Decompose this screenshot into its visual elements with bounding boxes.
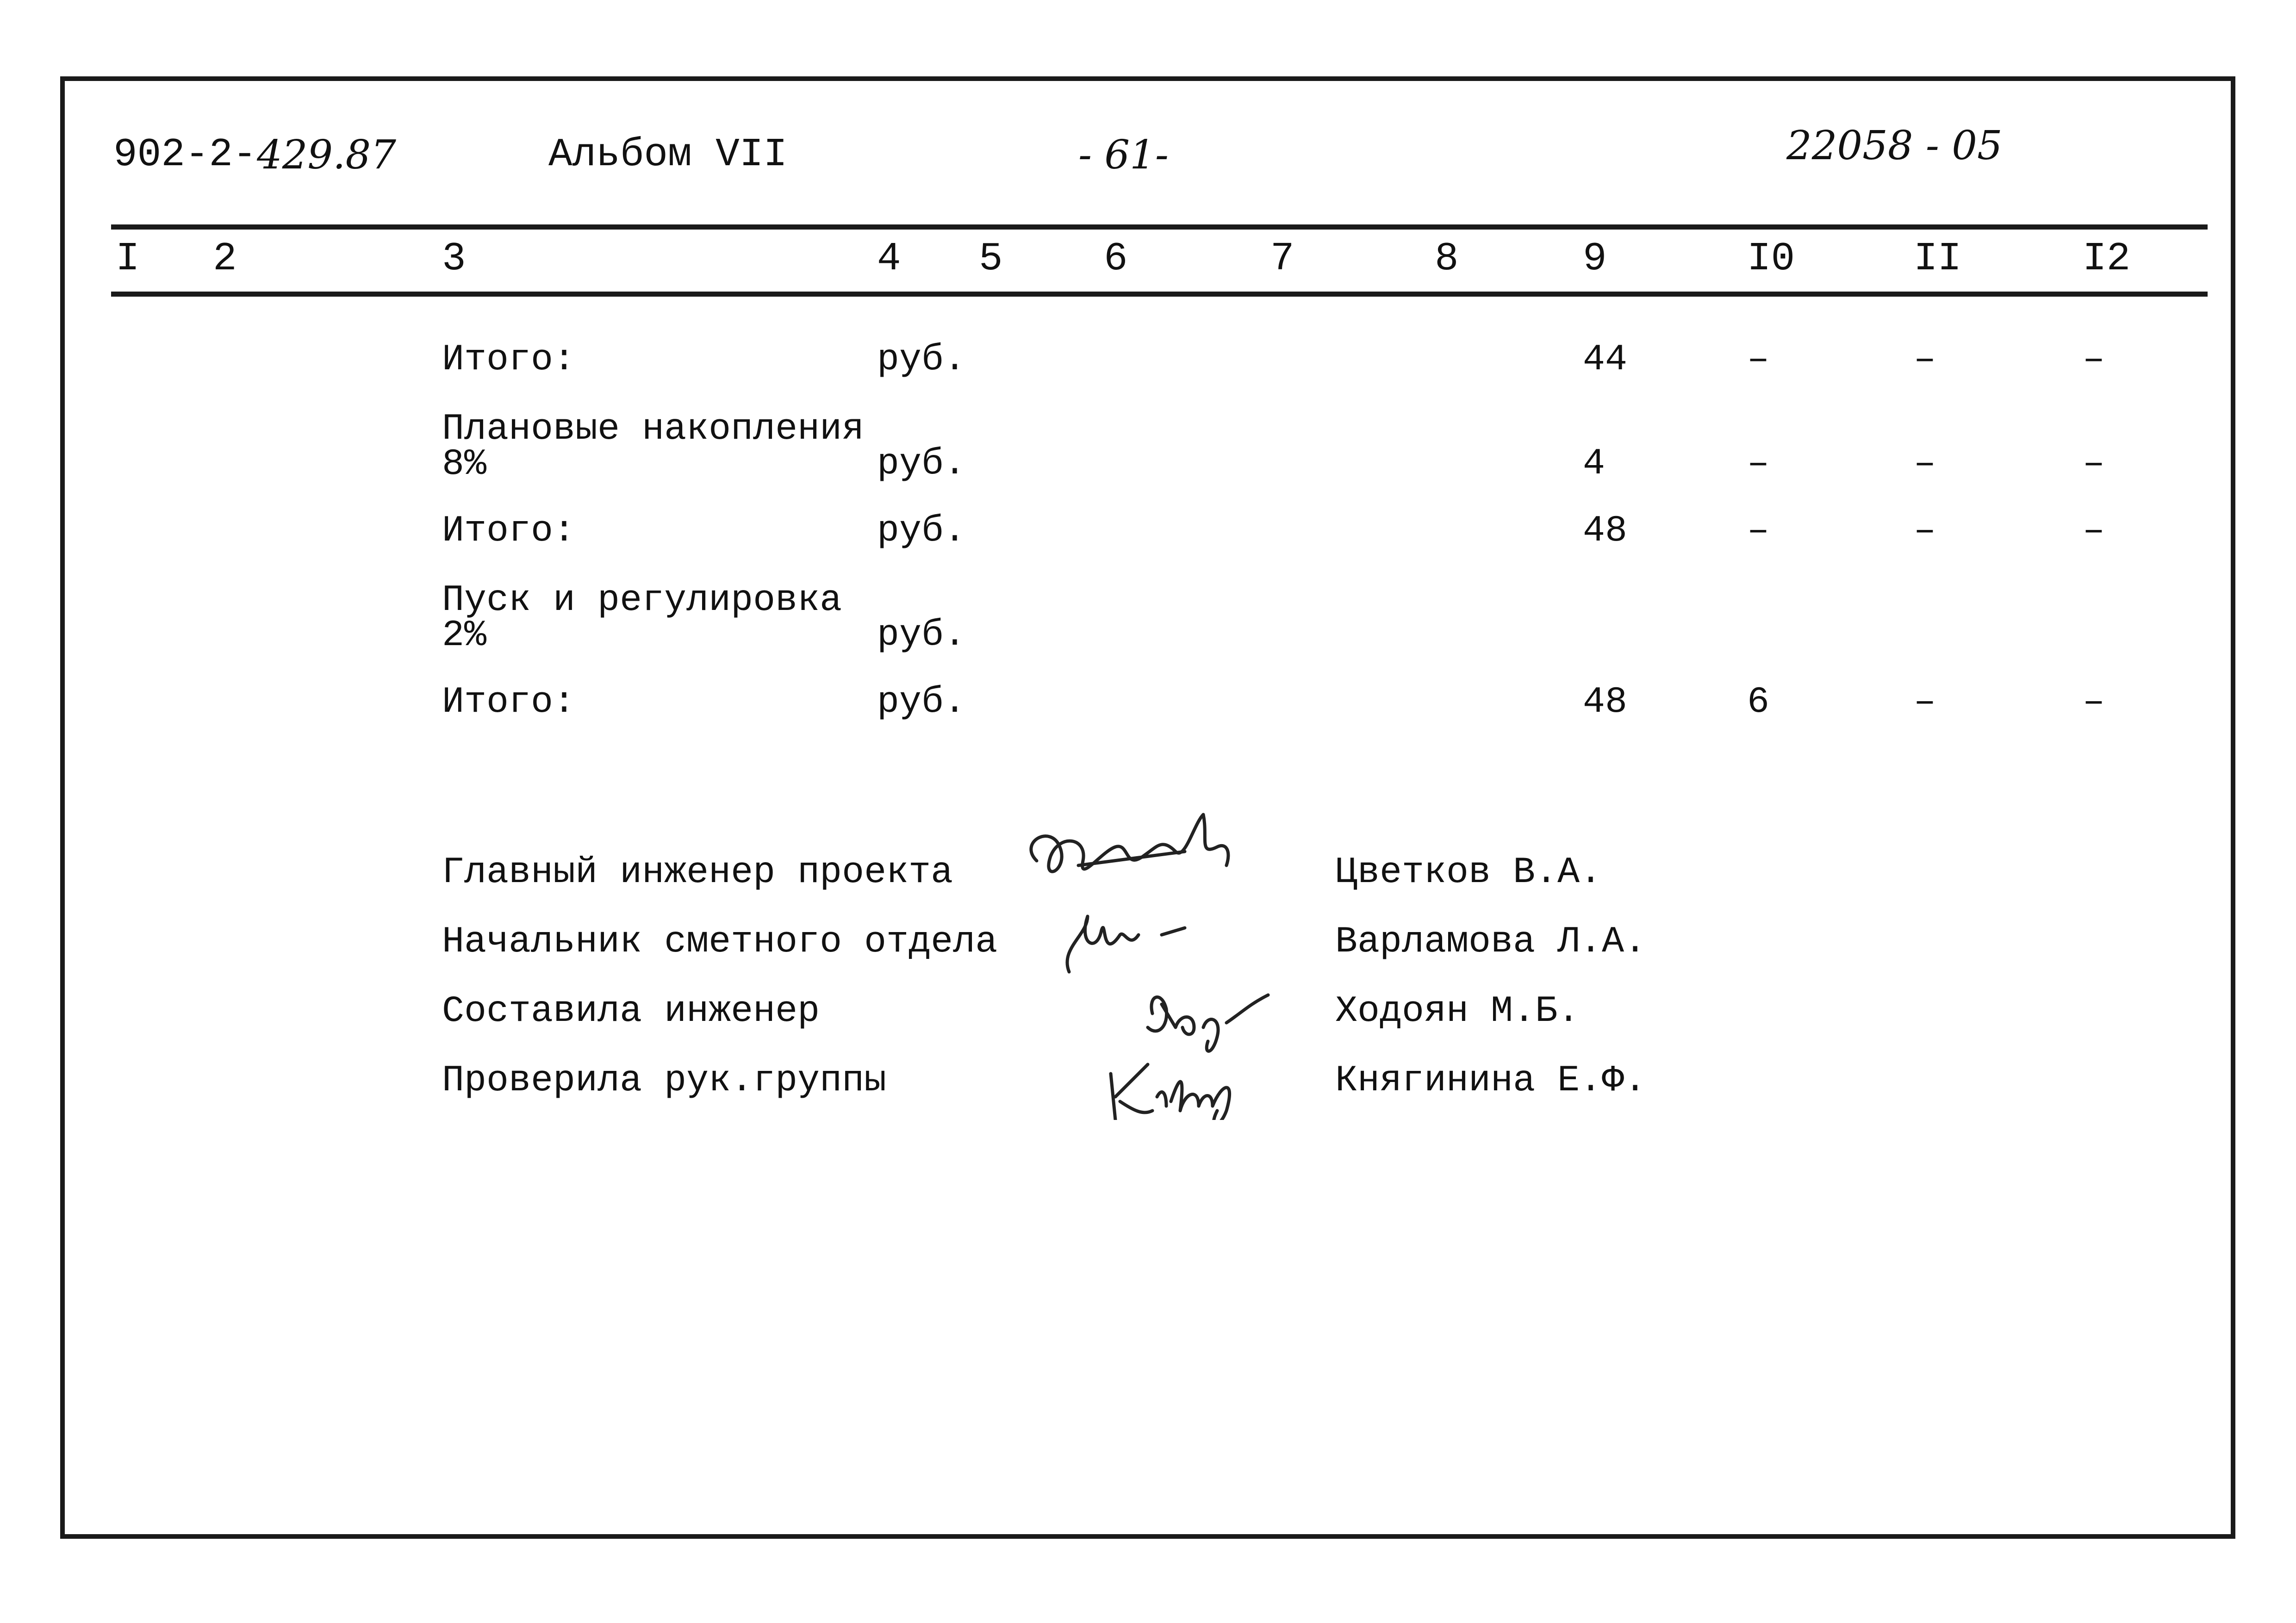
column-header-10: I0: [1747, 236, 1795, 281]
row-label: Пуск и регулировка 2%: [442, 579, 842, 657]
row-col11: –: [1914, 681, 1936, 723]
signature-name: Ходоян М.Б.: [1335, 990, 1580, 1032]
row-unit: руб.: [877, 681, 966, 723]
row-unit: руб.: [877, 339, 966, 381]
signature-scribble-1b: [1078, 852, 1185, 865]
row-col9: 4: [1583, 443, 1605, 485]
row-label: Итого:: [442, 681, 576, 723]
signature-scribble-3: [1148, 995, 1268, 1051]
handwritten-signatures: [1009, 796, 1333, 1120]
column-header-2: 2: [213, 236, 237, 281]
row-label: Плановые накопления 8%: [442, 408, 865, 485]
row-col10: –: [1747, 443, 1770, 485]
column-header-12: I2: [2083, 236, 2131, 281]
signature-scribble-1: [1031, 815, 1228, 871]
row-col9: 48: [1583, 510, 1628, 552]
column-header-4: 4: [877, 236, 901, 281]
row-col9: 48: [1583, 681, 1628, 723]
column-header-8: 8: [1435, 236, 1459, 281]
row-col11: –: [1914, 339, 1936, 381]
signature-role: Начальник сметного отдела: [442, 921, 998, 963]
album-code-handwritten: 429.87: [257, 132, 396, 178]
column-header-5: 5: [979, 236, 1003, 281]
header-bottom-rule: [111, 292, 2208, 297]
row-unit: руб.: [877, 614, 966, 656]
row-col9: 44: [1583, 339, 1628, 381]
signature-name: Цветков В.А.: [1335, 852, 1602, 894]
signature-role: Составила инженер: [442, 990, 820, 1032]
column-header-3: 3: [442, 236, 466, 281]
album-title: Альбом VII: [548, 132, 788, 177]
row-unit: руб.: [877, 443, 966, 485]
row-label: Итого:: [442, 510, 576, 552]
row-unit: руб.: [877, 510, 966, 552]
signature-role: Главный инженер проекта: [442, 852, 953, 894]
signature-role: Проверила рук.группы: [442, 1060, 887, 1102]
row-col11: –: [1914, 443, 1936, 485]
signature-scribble-4: [1111, 1064, 1230, 1120]
column-header-9: 9: [1583, 236, 1607, 281]
row-col10: –: [1747, 510, 1770, 552]
signature-name: Княгинина Е.Ф.: [1335, 1060, 1647, 1102]
column-header-1: I: [116, 236, 140, 281]
column-header-6: 6: [1104, 236, 1128, 281]
header-top-rule: [111, 224, 2208, 230]
signature-name: Варламова Л.А.: [1335, 921, 1647, 963]
document-number: 22058 - 05: [1786, 123, 2003, 169]
row-col10: 6: [1747, 681, 1770, 723]
row-col12: –: [2083, 339, 2105, 381]
column-header-7: 7: [1270, 236, 1294, 281]
row-col12: –: [2083, 443, 2105, 485]
row-label: Итого:: [442, 339, 576, 381]
signature-scribble-2: [1067, 916, 1185, 972]
page-number: - 61-: [1078, 132, 1169, 178]
row-col10: –: [1747, 339, 1770, 381]
row-col11: –: [1914, 510, 1936, 552]
row-col12: –: [2083, 510, 2105, 552]
row-col12: –: [2083, 681, 2105, 723]
album-code-prefix: 902-2-: [113, 132, 257, 177]
column-header-11: II: [1914, 236, 1962, 281]
